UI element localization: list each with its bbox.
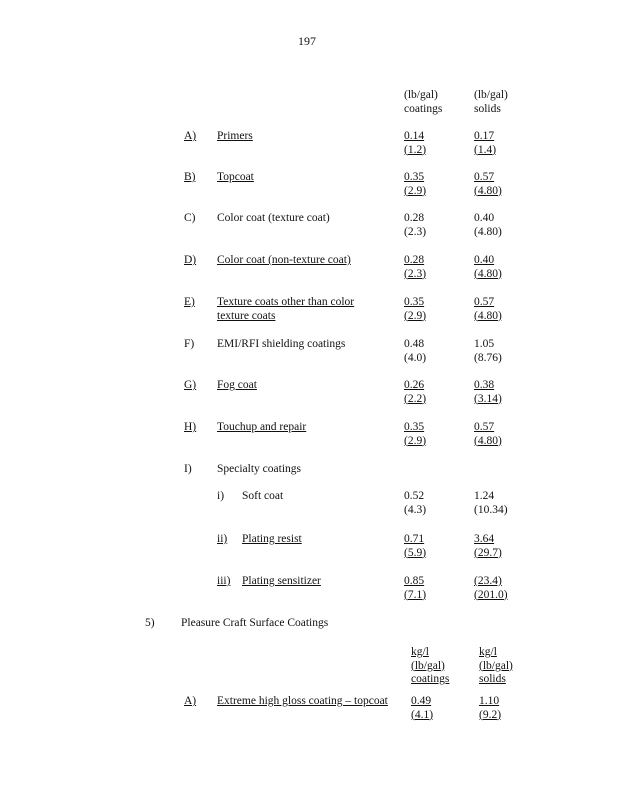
value-solids xyxy=(474,296,502,323)
value-coatings-line: (4.1) xyxy=(411,708,434,721)
value-solids-line: 0.57 xyxy=(474,421,495,433)
row-label-line: Texture coats other than color xyxy=(217,296,355,308)
value-solids-line: (4.80) xyxy=(474,225,502,238)
header-solids-line: (lb/gal) xyxy=(479,659,513,672)
value-solids-line: 0.40 xyxy=(474,212,495,224)
value-coatings-line: (2.9) xyxy=(404,309,427,322)
section-number: 5) xyxy=(145,617,155,629)
value-solids-line: 1.24 xyxy=(474,490,495,502)
value-solids-line: 0.38 xyxy=(474,379,495,391)
value-solids xyxy=(474,171,502,198)
value-coatings-line: 0.26 xyxy=(404,379,425,391)
row-label xyxy=(217,296,354,323)
row-label: Specialty coatings xyxy=(217,463,301,475)
subrow-label: Plating sensitizer xyxy=(242,575,321,587)
value-solids-line: (29.7) xyxy=(474,546,502,559)
value-coatings xyxy=(404,296,426,323)
row-label-line: texture coats xyxy=(217,309,276,322)
row-label-line: EMI/RFI shielding coatings xyxy=(217,338,346,350)
value-coatings-line: (5.9) xyxy=(404,546,427,559)
value-coatings-line: 0.35 xyxy=(404,421,425,433)
value-coatings xyxy=(404,379,426,406)
value-solids-line: 1.05 xyxy=(474,338,495,350)
row-letter: E) xyxy=(184,296,195,308)
header-coatings-line: (lb/gal) xyxy=(404,89,438,101)
header-coatings-line: (lb/gal) xyxy=(411,659,445,672)
value-solids-line: (4.80) xyxy=(474,267,502,280)
value-solids-line: (1.4) xyxy=(474,143,497,156)
header-coatings-line: kg/l xyxy=(411,646,429,658)
value-solids-line: (4.80) xyxy=(474,434,502,447)
value-coatings xyxy=(404,171,426,198)
value-solids-line: 0.40 xyxy=(474,254,495,266)
value-coatings-line: (4.0) xyxy=(404,351,427,364)
row-letter: F) xyxy=(184,338,195,350)
row-label xyxy=(217,254,351,268)
header-solids-line: (lb/gal) xyxy=(474,89,508,101)
header-solids-line: solids xyxy=(479,673,506,685)
subrow-label: Plating resist xyxy=(242,533,302,545)
value-coatings-line: 0.85 xyxy=(404,575,425,587)
value-solids-line: (9.2) xyxy=(479,708,502,721)
value-coatings-line: (2.9) xyxy=(404,184,427,197)
value-coatings-line: (2.3) xyxy=(404,267,427,280)
row-letter: A) xyxy=(184,695,197,707)
subrow-numeral: iii) xyxy=(217,575,231,587)
row-letter: C) xyxy=(184,212,196,224)
value-solids xyxy=(474,421,502,448)
section-title: Pleasure Craft Surface Coatings xyxy=(181,617,329,629)
subrow-numeral: i) xyxy=(217,490,225,502)
header-coatings-line: coatings xyxy=(411,673,450,685)
value-coatings-line: (4.3) xyxy=(404,503,427,516)
value-solids-line: (8.76) xyxy=(474,351,502,364)
row-label-line: Touchup and repair xyxy=(217,421,307,433)
row-label xyxy=(217,338,345,352)
row-label xyxy=(217,130,253,144)
header-solids-line: kg/l xyxy=(479,646,497,658)
value-coatings xyxy=(404,533,426,560)
header-coatings xyxy=(404,89,442,116)
value-coatings-line: 0.14 xyxy=(404,130,425,142)
row-letter: D) xyxy=(184,254,197,266)
value-coatings-line: (2.3) xyxy=(404,225,427,238)
value-solids-line: 3.64 xyxy=(474,533,495,545)
row-label: Extreme high gloss coating – topcoat xyxy=(217,695,388,707)
value-solids-line: 1.10 xyxy=(479,695,500,707)
header-solids xyxy=(474,89,508,116)
row-letter: I) xyxy=(184,463,192,475)
row-label xyxy=(217,171,254,185)
page-number: 197 xyxy=(298,34,316,48)
value-coatings xyxy=(404,490,426,517)
value-solids-line: (3.14) xyxy=(474,392,502,405)
value-solids xyxy=(474,254,502,281)
value-solids xyxy=(474,130,496,157)
value-solids xyxy=(474,490,508,517)
row-letter: A) xyxy=(184,130,197,142)
row-label xyxy=(217,421,306,435)
value-coatings-line: (7.1) xyxy=(404,588,427,601)
value-solids-line: (4.80) xyxy=(474,184,502,197)
row-label xyxy=(217,212,330,226)
value-solids xyxy=(474,575,508,602)
value-solids xyxy=(474,338,502,365)
value-coatings-line: 0.52 xyxy=(404,490,425,502)
value-coatings-line: (1.2) xyxy=(404,143,427,156)
header-solids-line: solids xyxy=(474,102,501,115)
value-coatings xyxy=(404,421,426,448)
value-coatings-line: 0.35 xyxy=(404,296,425,308)
row-letter: B) xyxy=(184,171,196,183)
value-solids xyxy=(474,212,502,239)
header-coatings xyxy=(411,646,449,687)
value-solids xyxy=(474,533,502,560)
value-solids-line: (23.4) xyxy=(474,575,502,587)
value-solids xyxy=(479,695,501,722)
value-coatings xyxy=(411,695,433,722)
row-letter: H) xyxy=(184,421,197,433)
row-label-line: Primers xyxy=(217,130,253,142)
row-label-line: Fog coat xyxy=(217,379,257,391)
value-solids-line: 0.17 xyxy=(474,130,495,142)
header-solids xyxy=(479,646,513,687)
value-coatings-line: (2.9) xyxy=(404,434,427,447)
value-coatings-line: 0.35 xyxy=(404,171,425,183)
header-coatings-line: coatings xyxy=(404,102,443,115)
value-coatings-line: 0.71 xyxy=(404,533,425,545)
value-coatings xyxy=(404,575,426,602)
value-solids-line: (4.80) xyxy=(474,309,502,322)
value-solids-line: 0.57 xyxy=(474,171,495,183)
value-coatings-line: 0.48 xyxy=(404,338,425,350)
subrow-label: Soft coat xyxy=(242,490,284,502)
value-coatings xyxy=(404,254,426,281)
row-letter: G) xyxy=(184,379,197,391)
value-coatings xyxy=(404,212,426,239)
subrow-numeral: ii) xyxy=(217,533,228,545)
value-coatings-line: 0.28 xyxy=(404,254,425,266)
value-solids-line: (10.34) xyxy=(474,503,508,516)
value-coatings-line: (2.2) xyxy=(404,392,427,405)
value-coatings-line: 0.28 xyxy=(404,212,425,224)
value-coatings-line: 0.49 xyxy=(411,695,432,707)
row-label-line: Color coat (texture coat) xyxy=(217,212,330,224)
row-label-line: Color coat (non-texture coat) xyxy=(217,254,351,266)
value-solids-line: 0.57 xyxy=(474,296,495,308)
value-coatings xyxy=(404,130,426,157)
value-solids-line: (201.0) xyxy=(474,588,508,601)
value-solids xyxy=(474,379,502,406)
value-coatings xyxy=(404,338,426,365)
row-label xyxy=(217,379,257,393)
row-label-line: Topcoat xyxy=(217,171,254,183)
